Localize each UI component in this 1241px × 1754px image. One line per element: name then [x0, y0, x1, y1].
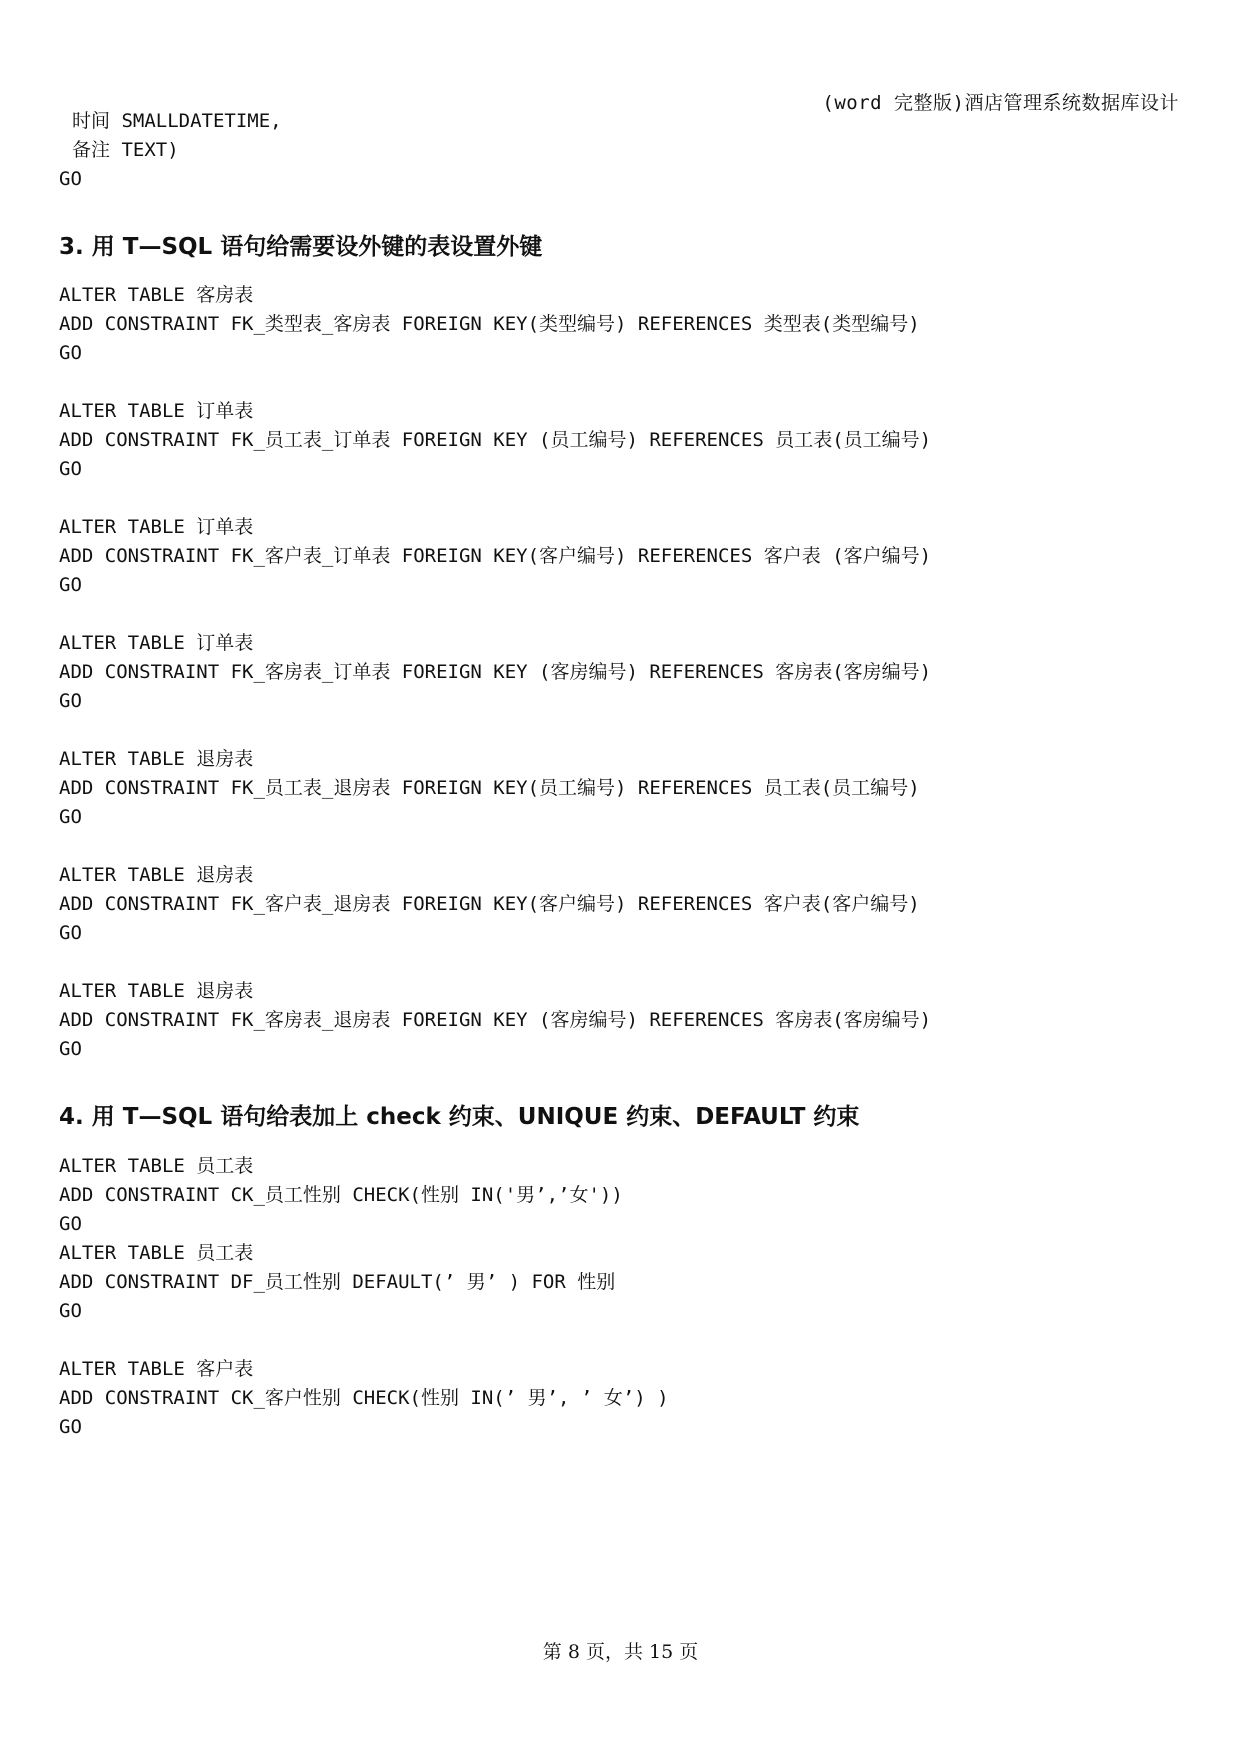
code-line: GO	[59, 1038, 82, 1060]
code-line: GO	[59, 1213, 82, 1235]
code-line: GO	[59, 574, 82, 596]
code-line: ALTER TABLE 订单表	[59, 632, 254, 654]
code-line: ALTER TABLE 客房表	[59, 284, 254, 306]
code-line: ADD CONSTRAINT FK_类型表_客房表 FOREIGN KEY(类型编号) REFERENCES 类型表(类型编号)	[59, 313, 920, 335]
code-line: ADD CONSTRAINT FK_客房表_订单表 FOREIGN KEY (客房编号) REFERENCES 客房表(客房编号)	[59, 661, 932, 683]
code-line: ADD CONSTRAINT FK_客房表_退房表 FOREIGN KEY (客房编号) REFERENCES 客房表(客房编号)	[59, 1009, 932, 1031]
page-footer: 第 8 页，共 15 页	[542, 1641, 699, 1663]
code-line: ALTER TABLE 订单表	[59, 516, 254, 538]
code-line: ADD CONSTRAINT DF_员工性别 DEFAULT(’ 男’ ) FOR 性别	[59, 1271, 616, 1293]
code-line: ALTER TABLE 退房表	[59, 864, 254, 886]
code-line: 备注 TEXT)	[72, 139, 179, 161]
code-line: GO	[59, 806, 82, 828]
code-line: ALTER TABLE 客户表	[59, 1358, 254, 1380]
code-line: ADD CONSTRAINT CK_员工性别 CHECK(性别 IN('男’,’女'))	[59, 1184, 623, 1206]
code-line: ADD CONSTRAINT FK_客户表_退房表 FOREIGN KEY(客户编号) REFERENCES 客户表(客户编号)	[59, 893, 920, 915]
code-line: GO	[59, 168, 82, 190]
code-line: GO	[59, 922, 82, 944]
code-line: GO	[59, 690, 82, 712]
code-line: ALTER TABLE 员工表	[59, 1242, 254, 1264]
code-line: ADD CONSTRAINT FK_员工表_退房表 FOREIGN KEY(员工编号) REFERENCES 员工表(员工编号)	[59, 777, 920, 799]
code-line: ALTER TABLE 退房表	[59, 980, 254, 1002]
page-header: (word 完整版)酒店管理系统数据库设计	[822, 92, 1179, 114]
code-line: 时间 SMALLDATETIME,	[72, 110, 282, 132]
section-heading: 4. 用 T—SQL 语句给表加上 check 约束、UNIQUE 约束、DEFAULT 约束	[59, 1104, 860, 1130]
code-line: GO	[59, 342, 82, 364]
code-line: ADD CONSTRAINT CK_客户性别 CHECK(性别 IN(’ 男’, ’ 女’) )	[59, 1387, 669, 1409]
code-line: GO	[59, 1300, 82, 1322]
code-line: ADD CONSTRAINT FK_客户表_订单表 FOREIGN KEY(客户编号) REFERENCES 客户表 (客户编号)	[59, 545, 932, 567]
code-line: ALTER TABLE 退房表	[59, 748, 254, 770]
code-line: GO	[59, 458, 82, 480]
code-line: GO	[59, 1416, 82, 1438]
code-line: ALTER TABLE 订单表	[59, 400, 254, 422]
code-line: ALTER TABLE 员工表	[59, 1155, 254, 1177]
section-heading: 3. 用 T—SQL 语句给需要设外键的表设置外键	[59, 234, 543, 260]
code-line: ADD CONSTRAINT FK_员工表_订单表 FOREIGN KEY (员工编号) REFERENCES 员工表(员工编号)	[59, 429, 932, 451]
